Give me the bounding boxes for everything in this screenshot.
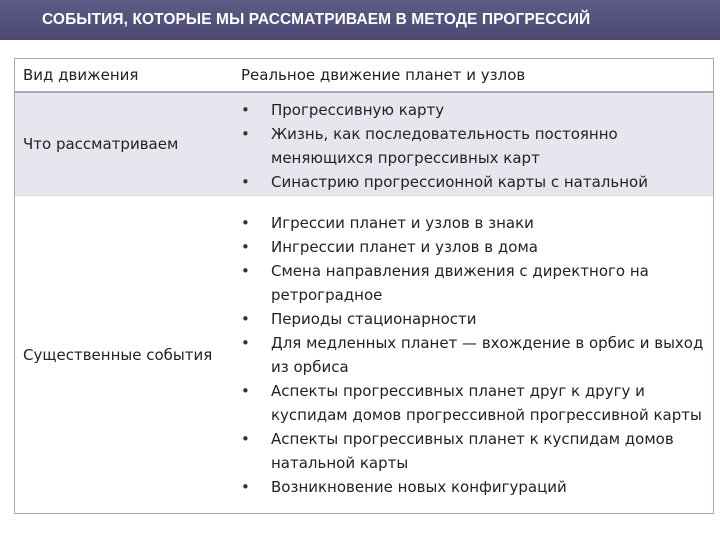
title-bar bbox=[0, 0, 720, 40]
progressions-table bbox=[14, 58, 714, 514]
table-row bbox=[15, 195, 713, 513]
list-item: • Прогрессивную карту bbox=[241, 98, 709, 122]
row-content-significant-events bbox=[241, 196, 709, 513]
list-item: • Смена направления движения с директного на ретроградное bbox=[241, 259, 709, 307]
list-item: • Синастрию прогрессионной карты с натальной bbox=[241, 170, 709, 194]
row-label-what-we-consider: Что рассматриваем bbox=[23, 135, 179, 153]
list-item: • Для медленных планет — вхождение в орбис и выход из орбиса bbox=[241, 331, 709, 379]
row-label-significant-events: Существенные события bbox=[23, 345, 213, 364]
header-cell-motion-type: Вид движения bbox=[23, 66, 139, 84]
row-content-what-we-consider bbox=[241, 93, 709, 195]
bullet-list bbox=[241, 211, 709, 499]
list-item: • Жизнь, как последовательность постоянно меняющихся прогрессивных карт bbox=[241, 122, 709, 170]
list-item: • Игрессии планет и узлов в знаки bbox=[241, 211, 709, 235]
header-cell-real-motion: Реальное движение планет и узлов bbox=[241, 66, 526, 84]
list-item: • Возникновение новых конфигураций bbox=[241, 475, 709, 499]
list-item: • Аспекты прогрессивных планет друг к другу и куспидам домов прогрессивной прогрессивной карты bbox=[241, 379, 709, 427]
table-row bbox=[15, 93, 713, 195]
list-item: • Аспекты прогрессивных планет к куспидам домов натальной карты bbox=[241, 427, 709, 475]
table-header-row bbox=[15, 59, 713, 93]
slide-title: СОБЫТИЯ, КОТОРЫЕ МЫ РАССМАТРИВАЕМ В МЕТОДЕ ПРОГРЕССИЙ bbox=[42, 11, 591, 28]
bullet-list bbox=[241, 98, 709, 194]
list-item: • Периоды стационарности bbox=[241, 307, 709, 331]
list-item: • Ингрессии планет и узлов в дома bbox=[241, 235, 709, 259]
